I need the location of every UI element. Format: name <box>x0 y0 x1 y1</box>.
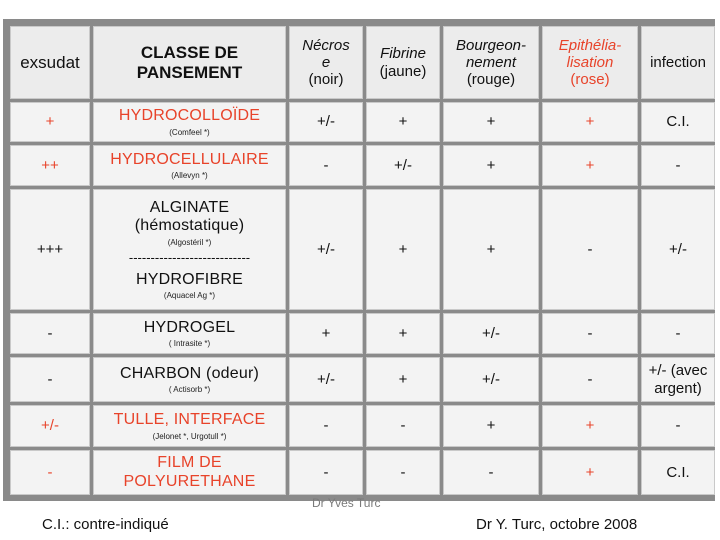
infection-cell: - <box>641 145 715 186</box>
necrose-cell: +/- <box>289 102 363 142</box>
header-epithelialisation: Epithélia- lisation (rose) <box>542 26 638 99</box>
fibrine-cell: + <box>366 102 440 142</box>
infection-cell: +/- <box>641 189 715 310</box>
dressing-table <box>7 23 718 498</box>
fibrine-cell: - <box>366 405 440 447</box>
product-cell: HYDROCELLULAIRE (Allevyn *) <box>93 145 286 186</box>
epith-cell: - <box>542 189 638 310</box>
legend-note: C.I.: contre-indiqué <box>42 516 169 533</box>
author-overlay: Dr Yves Turc <box>312 496 381 510</box>
product-cell: TULLE, INTERFACE (Jelonet *, Urgotull *) <box>93 405 286 447</box>
fibrine-cell: +/- <box>366 145 440 186</box>
exsudat-cell: ++ <box>10 145 90 186</box>
fibrine-cell: - <box>366 450 440 495</box>
header-bourgeonnement: Bourgeon- nement (rouge) <box>443 26 539 99</box>
exsudat-cell: +++ <box>10 189 90 310</box>
credit-note: Dr Y. Turc, octobre 2008 <box>476 516 638 533</box>
bourgeon-cell: +/- <box>443 313 539 354</box>
necrose-cell: - <box>289 405 363 447</box>
separator-line: ---------------------------- <box>128 249 251 265</box>
exsudat-cell: +/- <box>10 405 90 447</box>
table-row <box>10 145 715 186</box>
exsudat-cell: + <box>10 102 90 142</box>
header-fibrine: Fibrine (jaune) <box>366 26 440 99</box>
header-necrose: Nécros e (noir) <box>289 26 363 99</box>
product-cell: FILM DE POLYURETHANE <box>93 450 286 495</box>
infection-cell: +/- (avec argent) <box>641 357 715 402</box>
header-infection: infection <box>641 26 715 99</box>
necrose-cell: + <box>289 313 363 354</box>
exsudat-cell: - <box>10 313 90 354</box>
header-classe: CLASSE DE PANSEMENT <box>93 26 286 99</box>
header-row <box>10 26 715 99</box>
epith-cell: - <box>542 313 638 354</box>
bourgeon-cell: +/- <box>443 357 539 402</box>
epith-cell: + <box>542 405 638 447</box>
epith-cell: + <box>542 145 638 186</box>
epith-cell: + <box>542 450 638 495</box>
table-row <box>10 102 715 142</box>
necrose-cell: +/- <box>289 357 363 402</box>
infection-cell: - <box>641 405 715 447</box>
product-cell: CHARBON (odeur) ( Actisorb *) <box>93 357 286 402</box>
bourgeon-cell: + <box>443 102 539 142</box>
table-row <box>10 357 715 402</box>
fibrine-cell: + <box>366 357 440 402</box>
bourgeon-cell: + <box>443 189 539 310</box>
epith-cell: - <box>542 357 638 402</box>
infection-cell: - <box>641 313 715 354</box>
product-cell: HYDROGEL ( Intrasite *) <box>93 313 286 354</box>
necrose-cell: - <box>289 145 363 186</box>
table-row <box>10 405 715 447</box>
exsudat-cell: - <box>10 357 90 402</box>
table-row <box>10 450 715 495</box>
fibrine-cell: + <box>366 189 440 310</box>
bourgeon-cell: + <box>443 145 539 186</box>
bourgeon-cell: - <box>443 450 539 495</box>
bourgeon-cell: + <box>443 405 539 447</box>
header-exsudat: exsudat <box>10 26 90 99</box>
table-row <box>10 189 715 310</box>
necrose-cell: - <box>289 450 363 495</box>
product-cell: ALGINATE (hémostatique) (Algostéril *) ---------------------------- HYDROFIBRE (Aquacel Ag *) <box>93 189 286 310</box>
table-row <box>10 313 715 354</box>
necrose-cell: +/- <box>289 189 363 310</box>
fibrine-cell: + <box>366 313 440 354</box>
product-cell: HYDROCOLLOÏDE (Comfeel *) <box>93 102 286 142</box>
exsudat-cell: - <box>10 450 90 495</box>
epith-cell: + <box>542 102 638 142</box>
infection-cell: C.I. <box>641 102 715 142</box>
infection-cell: C.I. <box>641 450 715 495</box>
